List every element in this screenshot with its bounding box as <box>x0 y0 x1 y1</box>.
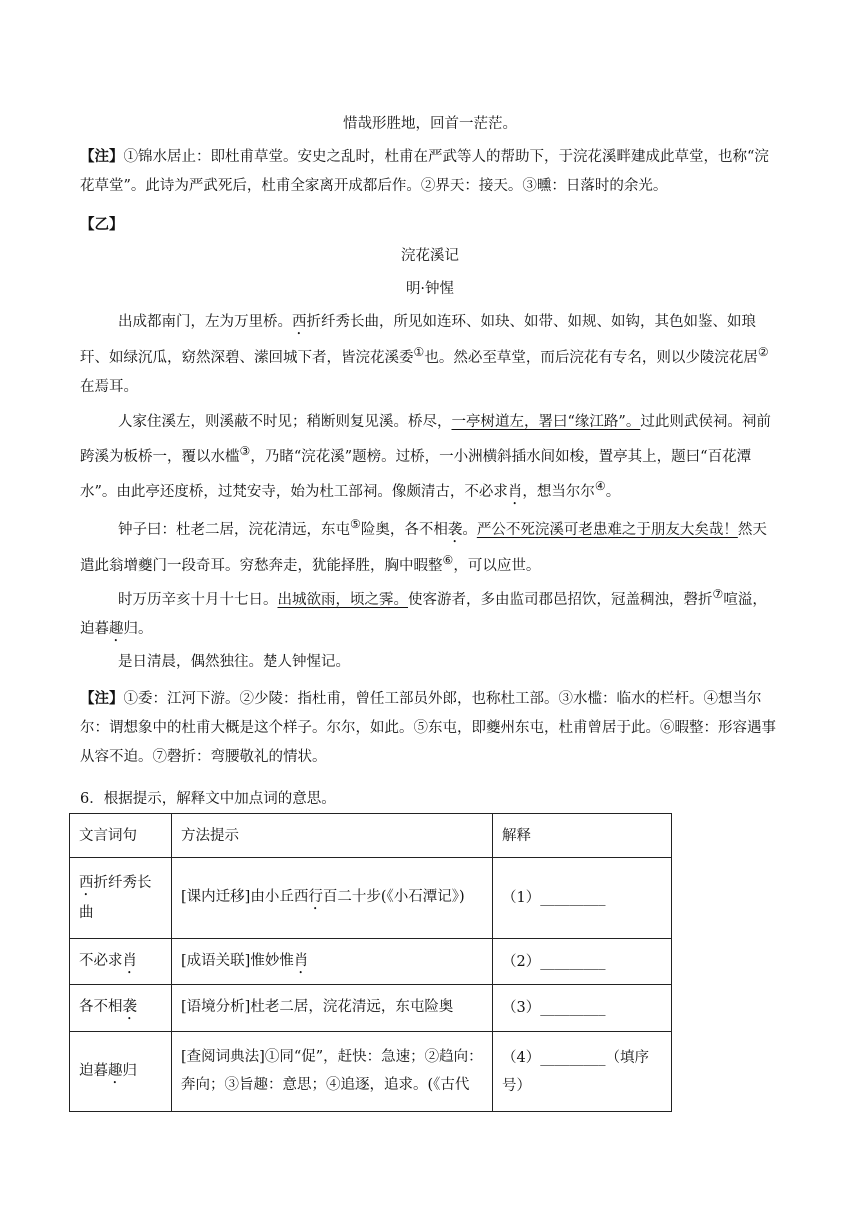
underlined-sentence: 一亭树道左，署曰“缘江路”。 <box>451 414 641 430</box>
word-cell: 各不相袭 <box>70 985 172 1032</box>
para3-text-b: 险奥，各不相 <box>360 521 448 538</box>
poem-last-line: 惜哉形胜地，回首一茫茫。 <box>343 116 517 132</box>
para2-text-a: 人家住溪左，则溪蔽不时见；稍断则复见溪。桥尽， <box>118 414 452 430</box>
para3-text-c: 。 <box>462 521 477 538</box>
note-yi <box>80 684 780 772</box>
para2-text-c: ，乃睹“浣花溪”题榜。过桥，一小洲横斜插水间如梭，置亭其上，题曰“百花潭水”。由此亭还度桥，过梵安寺，始为杜工部祠。像颇清古，不必求 <box>80 448 752 500</box>
section-yi-label: 【乙】 <box>80 216 124 233</box>
dotted-word: 肖 <box>122 952 137 969</box>
table-row <box>70 985 672 1032</box>
header-cell: 文言词句 <box>70 814 172 858</box>
footnote-marker: ⑤ <box>350 517 361 531</box>
note-label: 【注】 <box>80 148 124 165</box>
word-cell: 迫暮趣归 <box>70 1032 172 1112</box>
para4-text-c: 喧溢，迫暮 <box>80 591 767 637</box>
note-text: ①锦水居止：即杜甫草堂。安史之乱时，杜甫在严武等人的帮助下，于浣花溪畔建成此草堂，也称“浣花草堂”。此诗为严武死后，杜甫全家离开成都后作。②界天：接天。③曛：日落时的余光。 <box>80 149 769 194</box>
header-cell: 解释 <box>493 814 672 858</box>
dotted-word: 袭 <box>122 999 137 1015</box>
word-cell: 西折纤秀长曲 <box>70 858 172 939</box>
footnote-marker: ⑥ <box>442 552 454 567</box>
word-cell: 不必求肖 <box>70 939 172 985</box>
para1-text-b: 折纤秀长曲，所见如连环、如玦、如带、如规、如钩，其色如鉴、如琅玕、如绿沉瓜，窈然深碧、潆回城下者，皆浣花溪委 <box>80 314 756 366</box>
footnote-marker: ① <box>413 345 425 359</box>
table-row <box>70 1032 672 1112</box>
hint-cell: [课内迁移]由小丘西行百二十步(《小石潭记》) <box>172 858 493 939</box>
essay-title: 浣花溪记 <box>401 248 459 264</box>
hint-cell: [查阅词典法]①同“促”，赶快：急速；②趋向：奔向；③旨趣：意思；④追逐，追求。(《古代 <box>172 1032 493 1112</box>
table-header-row <box>70 814 672 858</box>
para1-text-c: 也。然必至草堂，而后浣花有专名，则以少陵浣花居 <box>424 349 758 366</box>
table-row <box>70 939 672 985</box>
note-text: ①委：江河下游。②少陵：指杜甫，曾任工部员外郎，也称杜工部。③水槛：临水的栏杆。④想当尔尔：谓想象中的杜甫大概是这个样子。尔尔，如此。⑤东屯，即夔州东屯，杜甫曾居于此。⑥暇整：形容遇事从容不迫。⑦磬折：弯腰敬礼的情状。 <box>80 691 776 765</box>
answer-blank[interactable]: （4）_________（填序号） <box>493 1032 672 1112</box>
footnote-marker: ② <box>757 345 769 359</box>
dotted-word: 西 <box>292 314 307 330</box>
para2-text-b: 过此则武侯祠。祠前跨溪为板桥一，覆以水槛 <box>80 414 771 465</box>
para1-text-d: 在焉耳。 <box>80 378 138 395</box>
footnote-marker: ③ <box>239 444 251 458</box>
dotted-word: 肖 <box>293 952 309 969</box>
para1-text-a: 出成都南门，左为万里桥。 <box>118 314 292 330</box>
dotted-word: 肖 <box>507 483 523 500</box>
dotted-word: 西 <box>79 875 94 891</box>
answer-blank[interactable]: （3）_________ <box>493 985 672 1032</box>
dotted-word: 趣 <box>109 620 124 637</box>
hint-cell: [成语关联]惟妙惟肖 <box>172 939 493 985</box>
para4-text-d: 归。 <box>123 620 153 637</box>
underlined-sentence: 严公不死浣溪可老患难之于朋友大矣哉！ <box>476 521 738 538</box>
paragraph-3 <box>80 510 780 581</box>
essay-author: 明·钟惺 <box>405 281 455 297</box>
para3-text-a: 钟子曰：杜老二居，浣花清远，东屯 <box>118 521 350 538</box>
para2-text-d: ，想当尔尔 <box>522 483 595 500</box>
question-6: 6．根据提示，解释文中加点词的意思。 <box>80 791 336 807</box>
para2-text-e: 。 <box>605 483 621 500</box>
paragraph-1 <box>80 308 780 402</box>
para3-text-d: 然天遣此翁增夔门一段奇耳。穷愁奔走，犹能择胜，胸中暇整 <box>80 521 767 574</box>
underlined-sentence: 出城欲雨，顷之霁。 <box>277 591 408 608</box>
hint-cell: [语境分析]杜老二居，浣花清远，东屯险奥 <box>172 985 493 1032</box>
answer-blank[interactable]: （2）_________ <box>493 939 672 985</box>
note-jia <box>80 142 780 201</box>
answer-table <box>69 813 672 1112</box>
para4-text-b: 使客游者，多由监司郡邑招饮，冠盖稠浊，磬折 <box>408 591 713 608</box>
dotted-word: 趣 <box>108 1062 123 1079</box>
dotted-word: 袭 <box>447 521 463 538</box>
para4-text-a: 时万历辛亥十月十七日。 <box>118 591 278 608</box>
table-row <box>70 858 672 939</box>
paragraph-2 <box>80 408 780 508</box>
paragraph-5: 是日清晨，偶然独往。楚人钟惺记。 <box>118 654 350 670</box>
dotted-word: 行 <box>308 889 323 905</box>
para3-text-e: ，可以应世。 <box>453 557 541 574</box>
footnote-marker: ④ <box>594 478 606 493</box>
paragraph-4 <box>80 580 780 645</box>
footnote-marker: ⑦ <box>712 587 724 601</box>
note-label: 【注】 <box>80 690 124 707</box>
header-cell: 方法提示 <box>172 814 493 858</box>
answer-blank[interactable]: （1）_________ <box>493 858 672 939</box>
